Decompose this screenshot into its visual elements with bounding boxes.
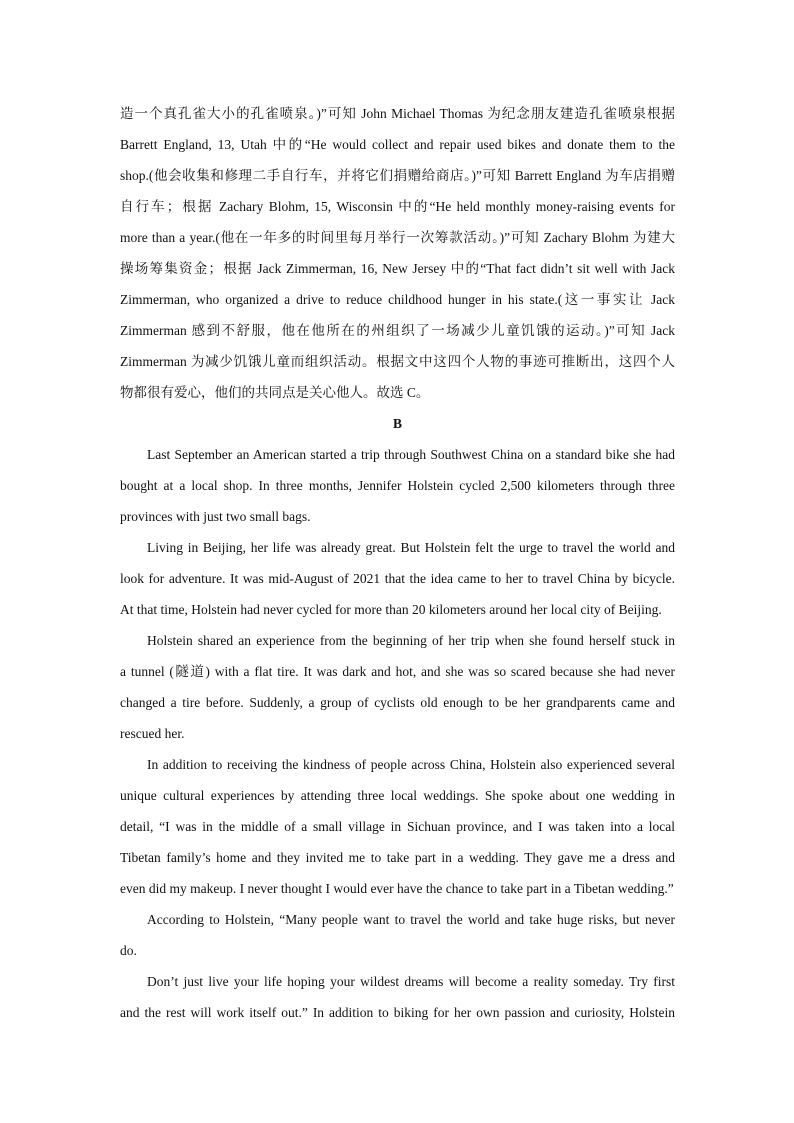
paragraph-line: Don’t just live your life hoping your wildest dreams will become a reality someday. Try first [147, 974, 675, 989]
paragraph-line: and the rest will work itself out.” In addition to biking for her own passion and curiosity, Holstein [120, 1005, 675, 1020]
text-line: 造一个真孔雀大小的孔雀喷泉。)”可知 John Michael Thomas 为纪念朋友建造孔雀喷泉根据 [120, 106, 675, 121]
paragraph-line: detail, “I was in the middle of a small village in Sichuan province, and I was taken into a local [120, 819, 675, 834]
text-line: 物都很有爱心，他们的共同点是关心他人。故选 C。 [120, 385, 430, 400]
text-line: Barrett England, 13, Utah 中的“He would collect and repair used bikes and donate them to the [120, 137, 675, 152]
text-line: Zimmerman, who organized a drive to reduce childhood hunger in his state.(这一事实让 Jack [120, 292, 675, 307]
paragraph-line: do. [120, 943, 137, 958]
paragraph-line: In addition to receiving the kindness of people across China, Holstein also experienced several [147, 757, 675, 772]
paragraph-line: Living in Beijing, her life was already great. But Holstein felt the urge to travel the world and [147, 540, 675, 555]
paragraph-line: Holstein shared an experience from the beginning of her trip when she found herself stuck in [147, 633, 675, 648]
text-line: shop.(他会收集和修理二手自行车，并将它们捐赠给商店。)”可知 Barrett England 为车店捐赠 [120, 168, 675, 183]
paragraph-line: bought at a local shop. In three months, Jennifer Holstein cycled 2,500 kilometers through three [120, 478, 675, 493]
paragraph-line: At that time, Holstein had never cycled for more than 20 kilometers around her local city of Beijing. [120, 602, 662, 617]
paragraph-line: rescued her. [120, 726, 185, 741]
paragraph-line: look for adventure. It was mid-August of 2021 that the idea came to her to travel China by bicycle. [120, 571, 675, 586]
text-line: 操场筹集资金；根据 Jack Zimmerman, 16, New Jersey 中的“That fact didn’t sit well with Jack [120, 261, 675, 276]
text-line: Zimmerman 感到不舒服，他在他所在的州组织了一场减少儿童饥饿的运动。)”可知 Jack [120, 323, 675, 338]
section-heading: B [392, 416, 402, 431]
paragraph-line: unique cultural experiences by attending three local weddings. She spoke about one wedding in [120, 788, 675, 803]
paragraph-line: According to Holstein, “Many people want to travel the world and take huge risks, but never [147, 912, 675, 927]
text-line: Zimmerman 为减少饥饿儿童而组织活动。根据文中这四个人物的事迹可推断出，这四个人 [120, 354, 675, 369]
paragraph-line: a tunnel (隧道) with a flat tire. It was dark and hot, and she was so scared because she had never [120, 664, 675, 679]
text-line: more than a year.(他在一年多的时间里每月举行一次筹款活动。)”可知 Zachary Blohm 为建大 [120, 230, 675, 245]
paragraph-line: Tibetan family’s home and they invited me to take part in a wedding. They gave me a dress and [120, 850, 675, 865]
paragraph-line: changed a tire before. Suddenly, a group of cyclists old enough to be her grandparents came and [120, 695, 675, 710]
paragraph-line: even did my makeup. I never thought I would ever have the chance to take part in a Tibetan wedding.” [120, 881, 674, 896]
document-page [120, 98, 675, 1028]
text-line: 自行车；根据 Zachary Blohm, 15, Wisconsin 中的“He held monthly money-raising events for [120, 199, 675, 214]
paragraph-line: provinces with just two small bags. [120, 509, 311, 524]
paragraph-line: Last September an American started a trip through Southwest China on a standard bike she had [147, 447, 675, 462]
